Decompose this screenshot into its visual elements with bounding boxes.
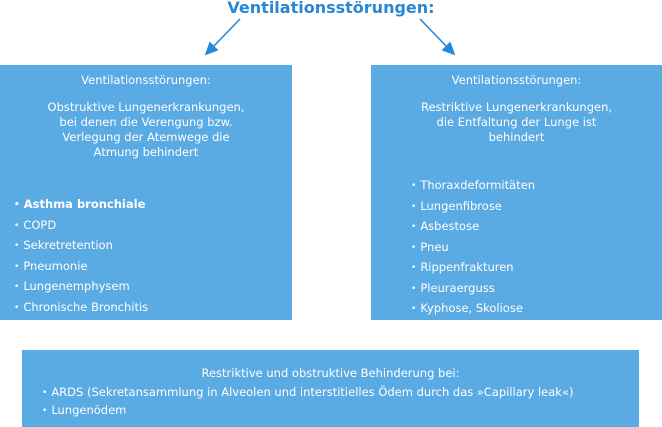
description-line: bei denen die Verengung bzw. (59, 115, 233, 129)
obstructive-heading: Ventilationsstörungen: (81, 73, 211, 87)
description-line: Obstruktive Lungenerkrankungen, (47, 100, 245, 114)
combined-heading: Restriktive und obstruktive Behinderung bei: (201, 366, 460, 380)
restrictive-heading: Ventilationsstörungen: (451, 73, 582, 87)
list-item: • Lungenfibrose (411, 197, 535, 218)
list-item: • Rippenfrakturen (411, 258, 535, 279)
list-item: • Asbestose (411, 217, 535, 238)
list-item: • Chronische Bronchitis (14, 298, 148, 319)
arrow-right (420, 19, 448, 48)
list-item: • ARDS (Sekretansammlung in Alveolen und interstitielles Ödem durch das »Capillary leak«) (42, 384, 573, 402)
list-item: • Pneu (411, 238, 535, 259)
arrows (0, 0, 662, 70)
description-line: behindert (488, 130, 545, 144)
combined-box (22, 350, 639, 427)
description-line: Atmung behindert (93, 145, 199, 159)
description-line: Restriktive Lungenerkrankungen, (420, 100, 613, 114)
obstructive-list (14, 195, 148, 318)
diagram-title: Ventilationsstörungen: (227, 0, 435, 17)
list-item: • Pneumonie (14, 257, 148, 278)
list-item: • Sekretretention (14, 236, 148, 257)
restrictive-description (371, 100, 662, 145)
arrow-left (212, 19, 240, 48)
list-item: • Lungenemphysem (14, 277, 148, 298)
list-item: • Pleuraerguss (411, 279, 535, 300)
description-line: die Entfaltung der Lunge ist (436, 115, 597, 129)
restrictive-list (411, 176, 535, 320)
list-item: • Thoraxdeformitäten (411, 176, 535, 197)
description-line: Verlegung der Atemwege die (62, 130, 230, 144)
obstructive-description (0, 100, 292, 160)
combined-list (42, 384, 573, 420)
list-item: • Kyphose, Skoliose (411, 299, 535, 320)
list-item: • Asthma bronchiale (14, 195, 148, 216)
list-item: • COPD (14, 216, 148, 237)
restrictive-box (371, 65, 662, 320)
list-item: • Lungenödem (42, 402, 573, 420)
obstructive-box (0, 65, 292, 320)
